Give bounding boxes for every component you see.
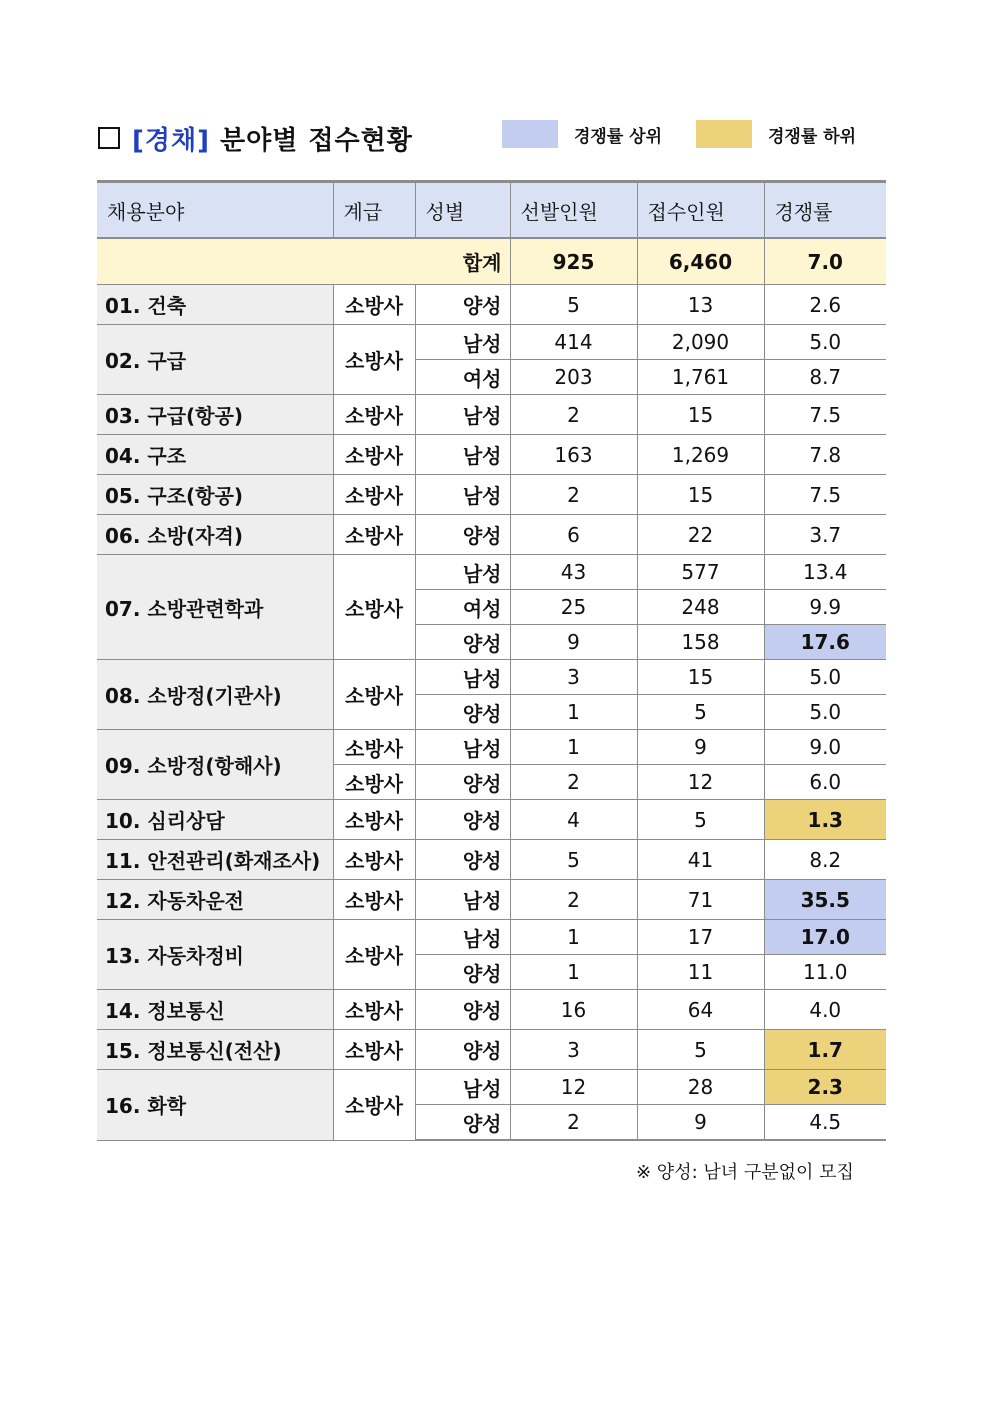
gender-cell: 양성 — [415, 1105, 510, 1141]
selected-cell: 43 — [510, 555, 637, 590]
ratio-cell: 5.0 — [764, 660, 886, 695]
grade-cell: 소방사 — [333, 555, 415, 660]
gender-cell: 양성 — [415, 695, 510, 730]
header-applied: 접수인원 — [637, 182, 764, 239]
grade-cell: 소방사 — [333, 435, 415, 475]
selected-cell: 5 — [510, 285, 637, 325]
selected-cell: 1 — [510, 955, 637, 990]
table-row — [97, 840, 886, 880]
grade-cell: 소방사 — [333, 840, 415, 880]
grade-cell: 소방사 — [333, 990, 415, 1030]
gender-cell: 남성 — [415, 435, 510, 475]
selected-cell: 203 — [510, 360, 637, 395]
ratio-cell: 13.4 — [764, 555, 886, 590]
field-cell: 15. 정보통신(전산) — [97, 1030, 333, 1070]
gender-cell: 양성 — [415, 285, 510, 325]
selected-cell: 1 — [510, 920, 637, 955]
ratio-cell: 6.0 — [764, 765, 886, 800]
selected-cell: 2 — [510, 395, 637, 435]
gender-cell: 여성 — [415, 590, 510, 625]
selected-cell: 2 — [510, 765, 637, 800]
gender-cell: 여성 — [415, 360, 510, 395]
applied-cell: 1,761 — [637, 360, 764, 395]
selected-cell: 12 — [510, 1070, 637, 1105]
ratio-cell: 4.5 — [764, 1105, 886, 1141]
selected-cell: 3 — [510, 660, 637, 695]
field-cell: 01. 건축 — [97, 285, 333, 325]
table-row — [97, 475, 886, 515]
gender-cell: 남성 — [415, 660, 510, 695]
header-field: 채용분야 — [97, 182, 333, 239]
field-cell: 12. 자동차운전 — [97, 880, 333, 920]
table-row — [97, 880, 886, 920]
header-grade: 계급 — [333, 182, 415, 239]
applied-cell: 1,269 — [637, 435, 764, 475]
ratio-cell: 35.5 — [764, 880, 886, 920]
applied-cell: 5 — [637, 800, 764, 840]
applied-cell: 5 — [637, 1030, 764, 1070]
field-cell: 03. 구급(항공) — [97, 395, 333, 435]
legend-top-rank — [502, 120, 662, 148]
selected-cell: 1 — [510, 695, 637, 730]
field-cell: 10. 심리상담 — [97, 800, 333, 840]
field-cell: 02. 구급 — [97, 325, 333, 395]
grade-cell: 소방사 — [333, 515, 415, 555]
selected-cell: 2 — [510, 880, 637, 920]
ratio-cell: 17.0 — [764, 920, 886, 955]
title-category: [경채] — [132, 125, 210, 156]
gender-cell: 남성 — [415, 1070, 510, 1105]
field-cell: 13. 자동차정비 — [97, 920, 333, 990]
applied-cell: 12 — [637, 765, 764, 800]
selected-cell: 3 — [510, 1030, 637, 1070]
ratio-cell: 5.0 — [764, 325, 886, 360]
gender-cell: 양성 — [415, 990, 510, 1030]
selected-cell: 414 — [510, 325, 637, 360]
grade-cell: 소방사 — [333, 325, 415, 395]
ratio-cell: 17.6 — [764, 625, 886, 660]
table-row — [97, 325, 886, 360]
legend-low-swatch — [696, 120, 752, 148]
legend-top-swatch — [502, 120, 558, 148]
grade-cell: 소방사 — [333, 920, 415, 990]
table-row — [97, 1030, 886, 1070]
grade-cell: 소방사 — [333, 475, 415, 515]
total-applied: 6,460 — [637, 238, 764, 285]
gender-cell: 남성 — [415, 475, 510, 515]
gender-cell: 양성 — [415, 955, 510, 990]
field-cell: 06. 소방(자격) — [97, 515, 333, 555]
ratio-cell: 1.7 — [764, 1030, 886, 1070]
ratio-cell: 5.0 — [764, 695, 886, 730]
ratio-cell: 4.0 — [764, 990, 886, 1030]
ratio-cell: 2.3 — [764, 1070, 886, 1105]
total-selected: 925 — [510, 238, 637, 285]
total-label: 합계 — [97, 238, 510, 285]
ratio-cell: 7.5 — [764, 475, 886, 515]
selected-cell: 5 — [510, 840, 637, 880]
gender-cell: 남성 — [415, 730, 510, 765]
gender-cell: 남성 — [415, 395, 510, 435]
field-cell: 11. 안전관리(화재조사) — [97, 840, 333, 880]
page-title — [98, 118, 413, 158]
applied-cell: 15 — [637, 660, 764, 695]
applied-cell: 5 — [637, 695, 764, 730]
grade-cell: 소방사 — [333, 800, 415, 840]
applied-cell: 64 — [637, 990, 764, 1030]
applied-cell: 71 — [637, 880, 764, 920]
title-text: 분야별 접수현황 — [220, 125, 413, 156]
ratio-cell: 3.7 — [764, 515, 886, 555]
grade-cell: 소방사 — [333, 1070, 415, 1141]
ratio-cell: 11.0 — [764, 955, 886, 990]
applied-cell: 158 — [637, 625, 764, 660]
table-row — [97, 920, 886, 955]
field-cell: 07. 소방관련학과 — [97, 555, 333, 660]
selected-cell: 4 — [510, 800, 637, 840]
table-row — [97, 515, 886, 555]
field-cell: 05. 구조(항공) — [97, 475, 333, 515]
gender-cell: 양성 — [415, 515, 510, 555]
grade-cell: 소방사 — [333, 765, 415, 800]
total-row — [97, 238, 886, 285]
applied-cell: 13 — [637, 285, 764, 325]
grade-cell: 소방사 — [333, 285, 415, 325]
gender-cell: 남성 — [415, 880, 510, 920]
gender-cell: 양성 — [415, 765, 510, 800]
applied-cell: 11 — [637, 955, 764, 990]
applied-cell: 9 — [637, 1105, 764, 1141]
table-row — [97, 660, 886, 695]
legend-low-rank — [696, 120, 856, 148]
header-selected: 선발인원 — [510, 182, 637, 239]
field-cell: 08. 소방정(기관사) — [97, 660, 333, 730]
application-status-table — [97, 180, 886, 1141]
ratio-cell: 7.5 — [764, 395, 886, 435]
gender-cell: 남성 — [415, 920, 510, 955]
gender-cell: 남성 — [415, 555, 510, 590]
ratio-cell: 8.2 — [764, 840, 886, 880]
legend-top-label: 경쟁률 상위 — [574, 126, 663, 147]
ratio-cell: 9.0 — [764, 730, 886, 765]
selected-cell: 25 — [510, 590, 637, 625]
grade-cell: 소방사 — [333, 395, 415, 435]
field-cell: 04. 구조 — [97, 435, 333, 475]
ratio-cell: 9.9 — [764, 590, 886, 625]
selected-cell: 16 — [510, 990, 637, 1030]
selected-cell: 2 — [510, 1105, 637, 1141]
applied-cell: 2,090 — [637, 325, 764, 360]
grade-cell: 소방사 — [333, 880, 415, 920]
total-ratio: 7.0 — [764, 238, 886, 285]
table-row — [97, 990, 886, 1030]
applied-cell: 41 — [637, 840, 764, 880]
grade-cell: 소방사 — [333, 730, 415, 765]
selected-cell: 1 — [510, 730, 637, 765]
selected-cell: 163 — [510, 435, 637, 475]
header-gender: 성별 — [415, 182, 510, 239]
table-row — [97, 800, 886, 840]
header-ratio: 경쟁률 — [764, 182, 886, 239]
selected-cell: 9 — [510, 625, 637, 660]
applied-cell: 15 — [637, 475, 764, 515]
table-row — [97, 730, 886, 765]
applied-cell: 15 — [637, 395, 764, 435]
applied-cell: 17 — [637, 920, 764, 955]
field-cell: 16. 화학 — [97, 1070, 333, 1141]
checkbox-square-icon — [98, 127, 120, 149]
applied-cell: 9 — [637, 730, 764, 765]
grade-cell: 소방사 — [333, 660, 415, 730]
gender-cell: 남성 — [415, 325, 510, 360]
field-cell: 09. 소방정(항해사) — [97, 730, 333, 800]
legend-low-label: 경쟁률 하위 — [768, 126, 857, 147]
table-row — [97, 555, 886, 590]
table-row — [97, 435, 886, 475]
applied-cell: 22 — [637, 515, 764, 555]
ratio-cell: 2.6 — [764, 285, 886, 325]
gender-cell: 양성 — [415, 1030, 510, 1070]
table-row — [97, 1070, 886, 1105]
table-header-row — [97, 182, 886, 239]
ratio-cell: 8.7 — [764, 360, 886, 395]
applied-cell: 248 — [637, 590, 764, 625]
gender-cell: 양성 — [415, 840, 510, 880]
selected-cell: 2 — [510, 475, 637, 515]
ratio-cell: 1.3 — [764, 800, 886, 840]
applied-cell: 28 — [637, 1070, 764, 1105]
footnote: ※ 양성: 남녀 구분없이 모집 — [636, 1162, 854, 1183]
table-row — [97, 395, 886, 435]
grade-cell: 소방사 — [333, 1030, 415, 1070]
selected-cell: 6 — [510, 515, 637, 555]
gender-cell: 양성 — [415, 625, 510, 660]
table-row — [97, 285, 886, 325]
gender-cell: 양성 — [415, 800, 510, 840]
applied-cell: 577 — [637, 555, 764, 590]
ratio-cell: 7.8 — [764, 435, 886, 475]
field-cell: 14. 정보통신 — [97, 990, 333, 1030]
